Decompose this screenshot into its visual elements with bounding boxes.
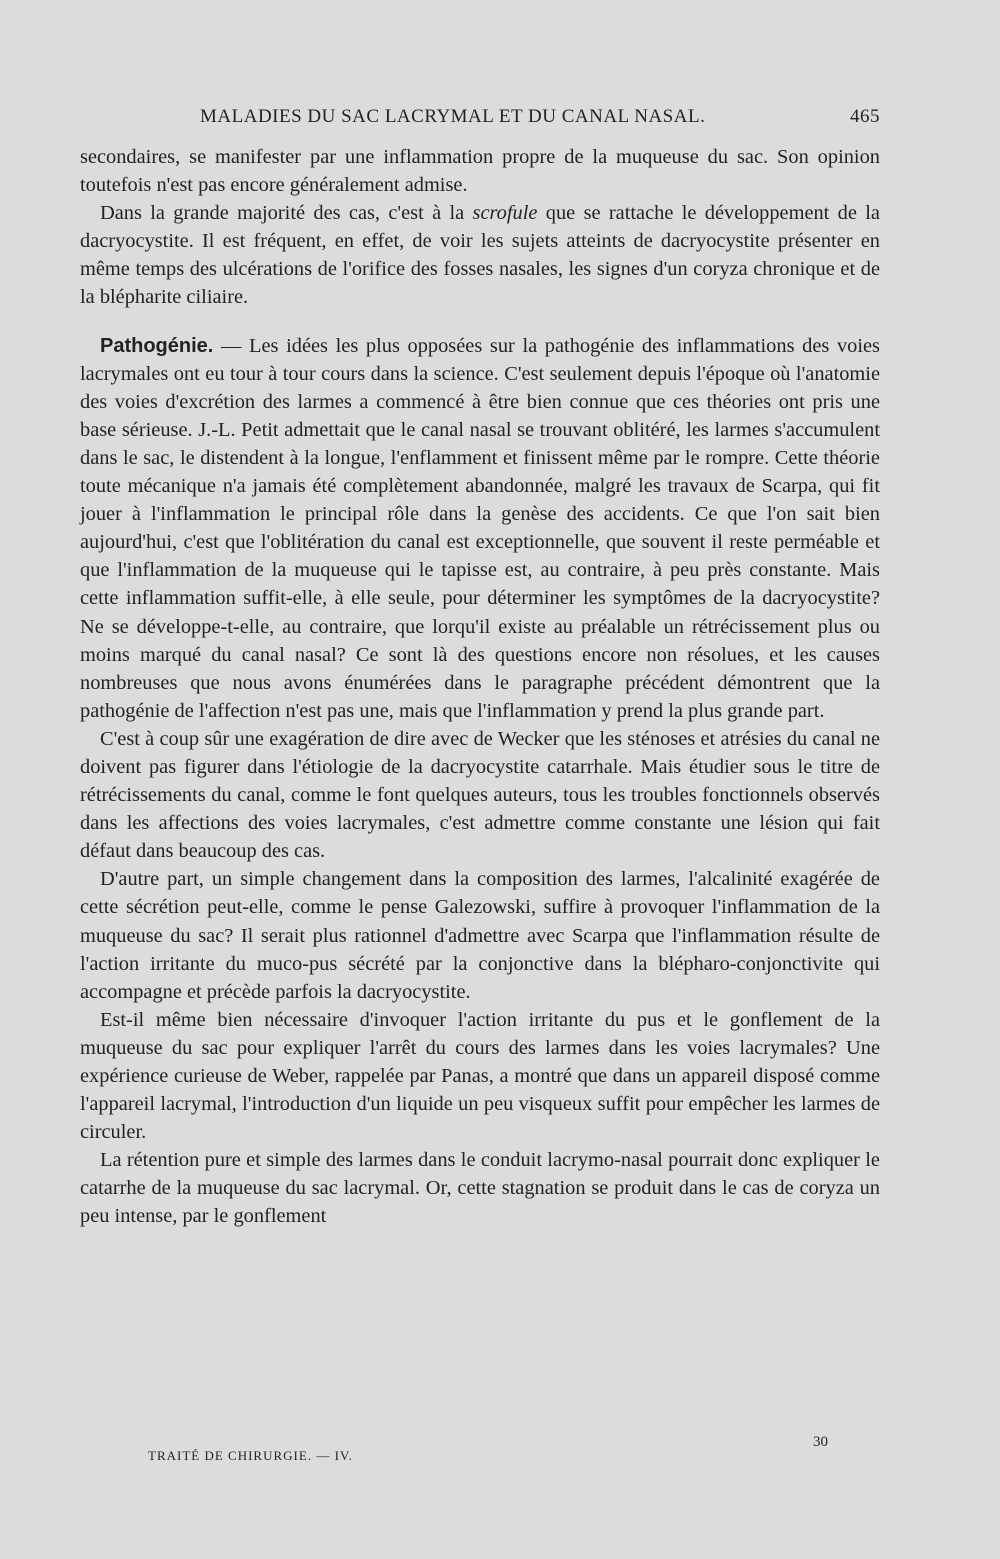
paragraph-2-end: que se rattache le développement de la dacryocystite. Il est fréquent, en effet, de voir les sujets atteints de dacryocystite présenter en même temps des ulcérations de l'orifice des fosses nasales, les signes d'un coryza chronique et de la blépharite ciliaire. [80,202,880,309]
paragraph-5: D'autre part, un simple changement dans la composition des larmes, l'alcalinité exagérée de cette sécrétion peut-elle, comme le pense Galezowski, suffire à provoquer l'inflammation de la muqueuse du sac? Il serait plus rationnel d'admettre avec Scarpa que l'inflammation résulte de l'action irritante du muco-pus sécrété par la conjonctive dans la blépharo-conjonctivite qui accompagne et précède parfois la dacryocystite. [80,868,880,1003]
page-number: 465 [850,106,880,127]
signature-mark: 30 [813,1434,828,1450]
emphasis-scrofule: scrofule [472,202,538,225]
running-title: MALADIES DU SAC LACRYMAL ET DU CANAL NASAL. [200,106,706,127]
paragraph-7: La rétention pure et simple des larmes dans le conduit lacrymo-nasal pourrait donc expliquer le catarrhe de la muqueuse du sac lacrymal. Or, cette stagnation se produit dans le cas de coryza un peu intense, par le gonflement [80,1149,880,1228]
section-title: Pathogénie. [100,334,214,357]
paragraph-2 [80,199,880,311]
page-footer [148,1434,828,1464]
paragraph-6: Est-il même bien nécessaire d'invoquer l'action irritante du pus et le gonflement de la muqueuse du sac pour expliquer l'arrêt du cours des larmes dans les voies lacrymales? Une expérience curieuse de Weber, rappelée par Panas, a montré que dans un appareil disposé comme l'appareil lacrymal, l'introduction d'un liquide un peu visqueux suffit pour empêcher les larmes de circuler. [80,1008,880,1144]
body-text [80,143,880,1231]
paragraph-4: C'est à coup sûr une exagération de dire avec de Wecker que les sténoses et atrésies du canal ne doivent pas figurer dans l'étiologie de la dacryocystite catarrhale. Mais étudier sous le titre de rétrécissements du canal, comme le font quelques auteurs, tous les troubles fonctionnels observés dans les affections des voies lacrymales, c'est admettre comme constante une lésion qui fait défaut dans beaucoup des cas. [80,727,880,863]
paragraph-3-text: — Les idées les plus opposées sur la pathogénie des inflammations des voies lacrymales ont eu tour à tour cours dans la science. C'est seulement depuis l'époque où l'anatomie des voies d'excrétion des larmes a commencé à être bien connue que ces théories ont pris une base sérieuse. J.-L. Petit admettait que le canal nasal se trouvant oblitéré, les larmes s'accumulent dans le sac, le distendent à la longue, l'enflamment et finissent même par le rompre. Cette théorie toute mécanique n'a jamais été complètement abandonnée, malgré les travaux de Scarpa, qui fit jouer à l'inflammation le principal rôle dans la genèse des accidents. Ce que l'on sait bien aujourd'hui, c'est que l'oblitération du canal est exceptionnelle, que souvent il reste perméable et que l'inflammation de la muqueuse qui le tapisse est, au contraire, à peu près constante. Mais cette inflammation suffit-elle, à elle seule, pour déterminer les symptômes de la dacryocystite? Ne se développe-t-elle, au contraire, que lorqu'il existe au préalable un rétrécissement plus ou moins marqué du canal nasal? Ce sont là des questions encore non résolues, et les causes nombreuses que nous avons énumérées dans le paragraphe précédent démontrent que la pathogénie de l'affection n'est pas une, mais que l'inflammation y prend la plus grande part. [80,334,880,722]
book-title: TRAITÉ DE CHIRURGIE. — IV. [148,1448,353,1463]
paragraph-pathogenie [80,332,880,725]
paragraph-1: secondaires, se manifester par une inflammation propre de la muqueuse du sac. Son opinion toutefois n'est pas encore généralement admise. [80,146,880,197]
paragraph-2-start: Dans la grande majorité des cas, c'est à la [100,202,473,225]
